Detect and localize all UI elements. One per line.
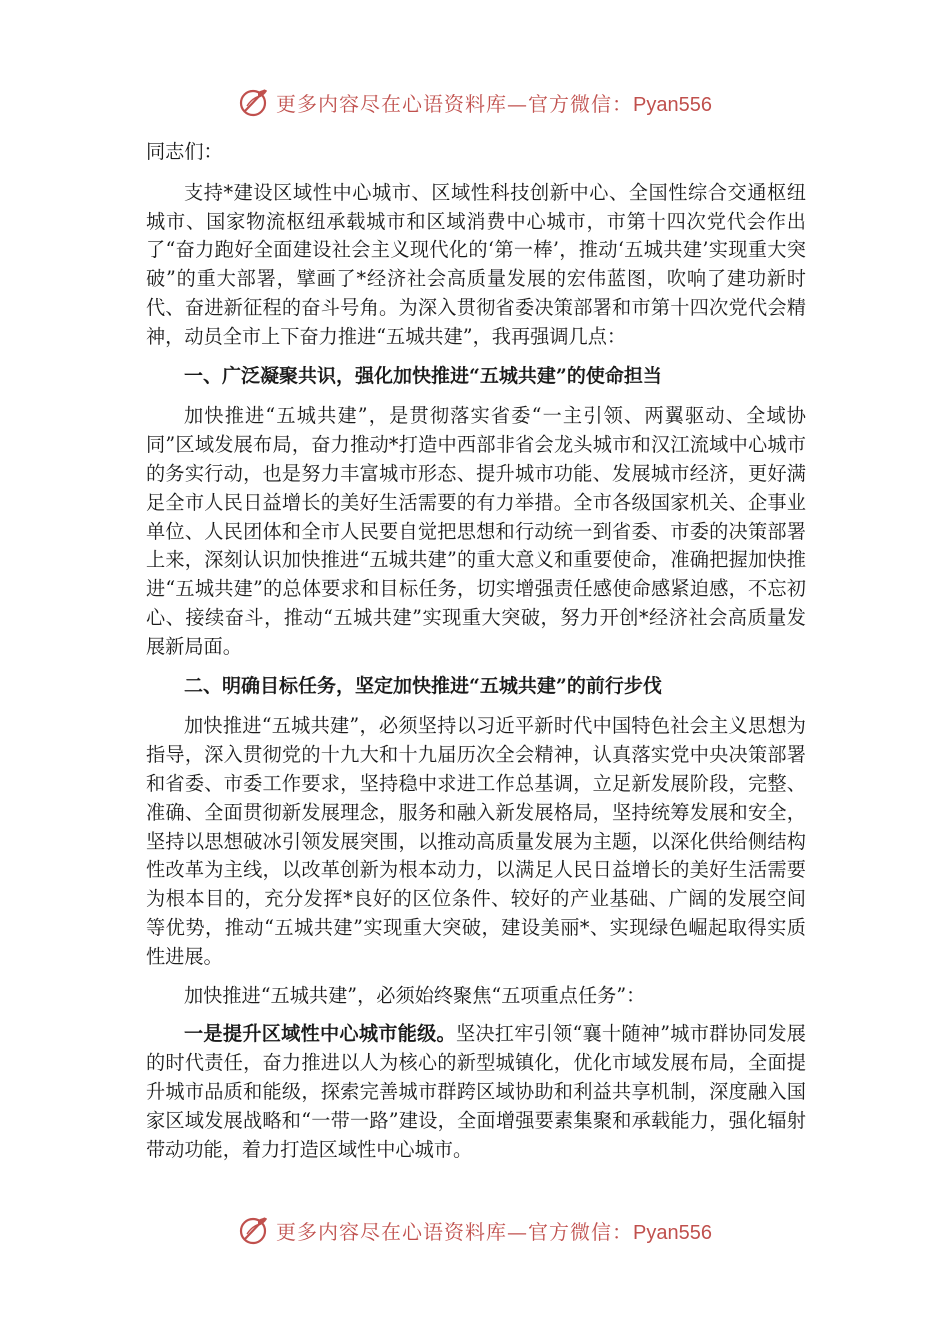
section-1-paragraph: 加快推进“五城共建”，是贯彻落实省委“一主引领、两翼驱动、全域协同”区域发展布局，奋力推动*打造中西部非省会龙头城市和汉江流域中心城市的务实行动，也是努力丰富城市形态、提升城市功能、发展城市经济，更好满足全市人民日益增长的美好生活需要的有力举措。全市各级国家机关、企事业单位、人民团体和全市人民要自觉把思想和行动统一到省委、市委的决策部署上来，深刻认识加快推进“五城共建”的重大意义和重要使命，准确把握加快推进“五城共建”的总体要求和目标任务，切实增强责任感使命感紧迫感，不忘初心、接续奋斗，推动“五城共建”实现重大突破，努力开创*经济社会高质量发展新局面。 [146,404,806,658]
document-body [146,138,806,1174]
section-1-heading: 一、广泛凝聚共识，强化加快推进“五城共建”的使命担当 [184,364,662,387]
quill-seal-icon [238,1214,270,1246]
task-1-lead: 一是提升区域性中心城市能级。 [184,1022,456,1046]
watermark-text: 更多内容尽在心语资料库—官方微信：Pyan556 [276,1219,712,1244]
task-1-paragraph [146,1020,806,1164]
footer-watermark [0,1210,950,1250]
section-2-heading: 二、明确目标任务，坚定加快推进“五城共建”的前行步伐 [184,674,662,697]
section-2-paragraph: 加快推进“五城共建”，必须坚持以习近平新时代中国特色社会主义思想为指导，深入贯彻党的十九大和十九届历次全会精神，认真落实党中央决策部署和省委、市委工作要求，坚持稳中求进工作总基调，立足新发展阶段，完整、准确、全面贯彻新发展理念，服务和融入新发展格局，坚持统筹发展和安全，坚持以思想破冰引领发展突围，以推动高质量发展为主题，以深化供给侧结构性改革为主线，以改革创新为根本动力，以满足人民日益增长的美好生活需要为根本目的，充分发挥*良好的区位条件、较好的产业基础、广阔的发展空间等优势，推动“五城共建”实现重大突破，建设美丽*、实现绿色崛起取得实质性进展。 [146,714,806,968]
header-watermark [0,82,950,122]
greeting: 同志们： [146,140,223,163]
watermark-text: 更多内容尽在心语资料库—官方微信：Pyan556 [276,91,712,116]
intro-paragraph: 支持*建设区域性中心城市、区域性科技创新中心、全国性综合交通枢纽城市、国家物流枢纽承载城市和区域消费中心城市，市第十四次党代会作出了“奋力跑好全面建设社会主义现代化的‘第一棒’，推动‘五城共建’实现重大突破”的重大部署，擘画了*经济社会高质量发展的宏伟蓝图，吹响了建功新时代、奋进新征程的奋斗号角。为深入贯彻省委决策部署和市第十四次党代会精神，动员全市上下奋力推进“五城共建”，我再强调几点： [146,180,806,348]
focus-paragraph: 加快推进“五城共建”，必须始终聚焦“五项重点任务”： [184,983,646,1007]
task-1-body: 坚决扛牢引领“襄十随神”城市群协同发展的时代责任，奋力推进以人为核心的新型城镇化，优化市域发展布局，全面提升城市品质和能级，探索完善城市群跨区域协助和利益共享机制，深度融入国家区域发展战略和“一带一路”建设，全面增强要素集聚和承载能力，强化辐射带动功能，着力打造区域性中心城市。 [146,1022,806,1161]
quill-seal-icon [238,86,270,118]
